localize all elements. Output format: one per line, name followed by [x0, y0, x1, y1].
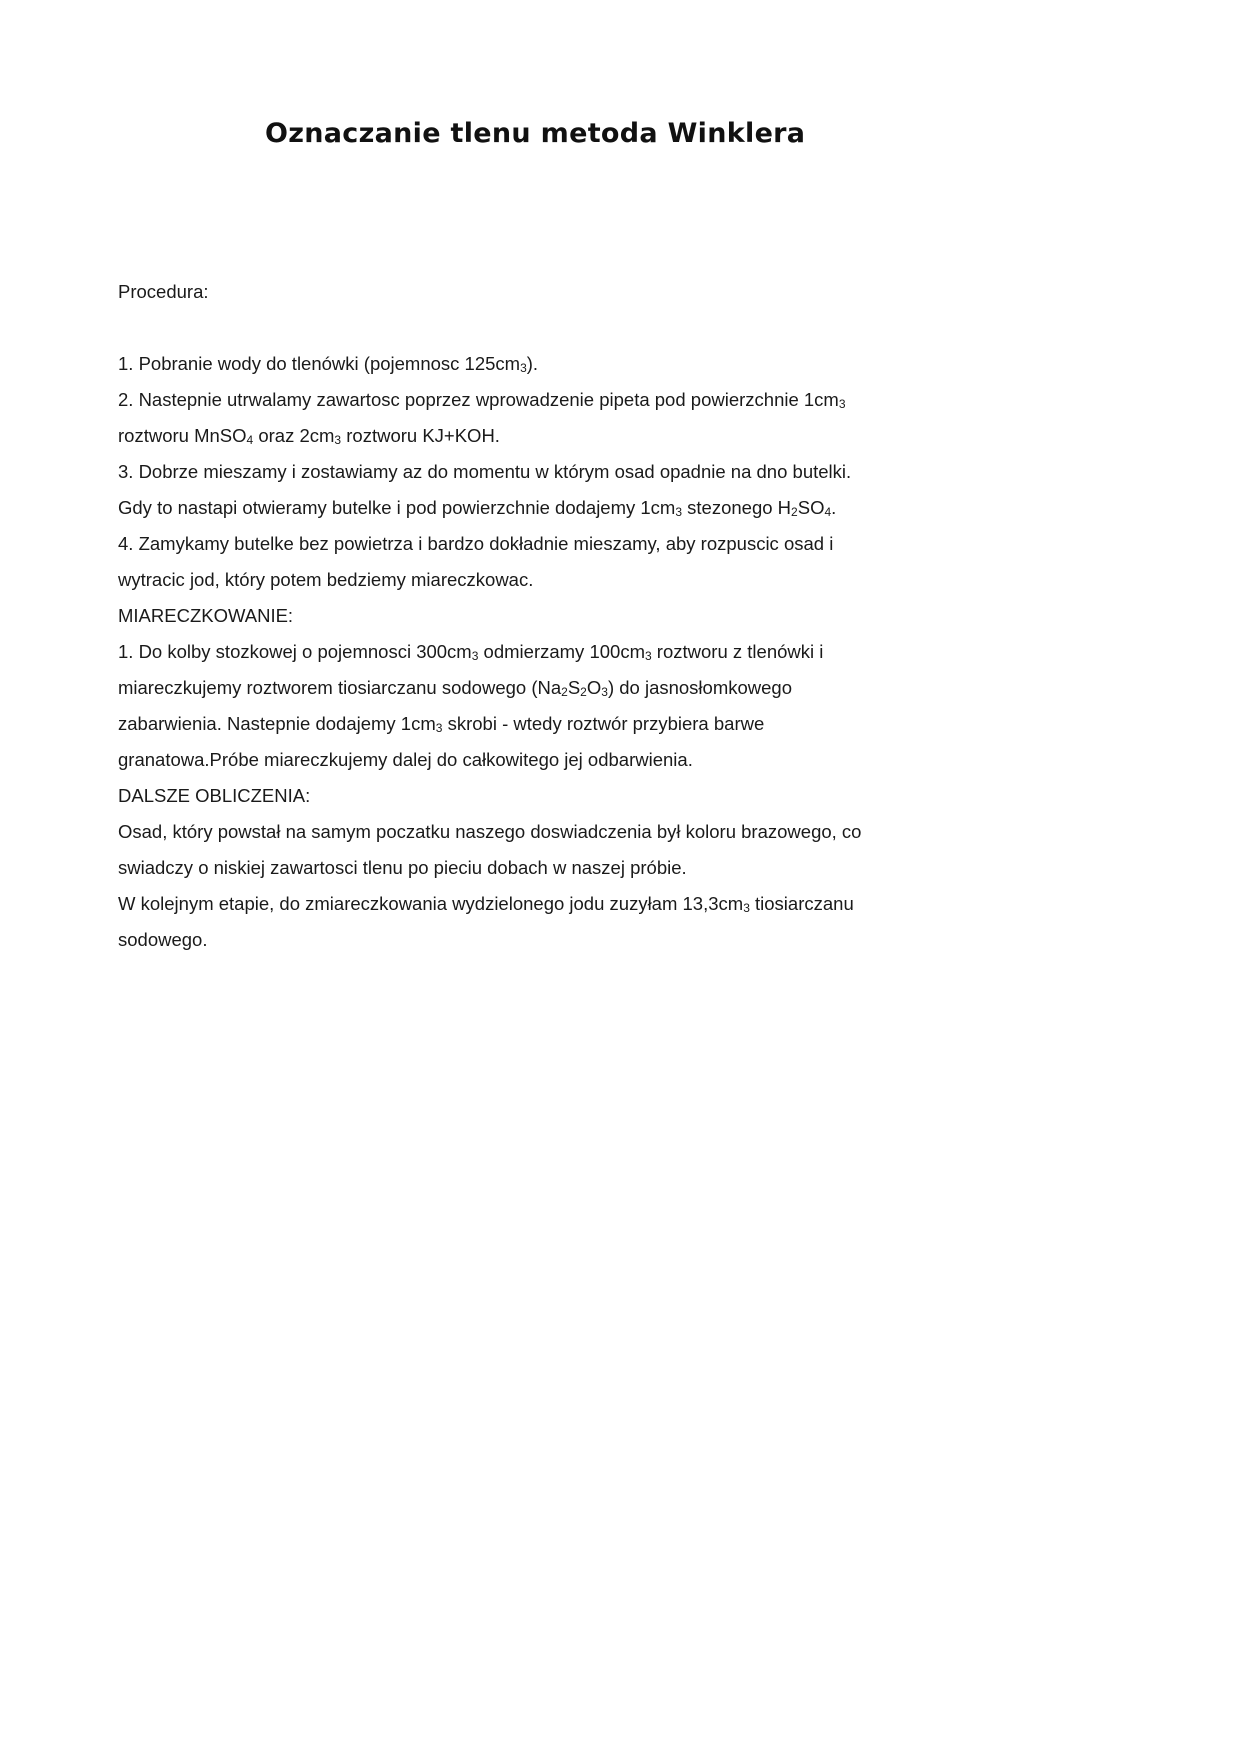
subscript: 3 [435, 721, 443, 735]
subscript: 3 [520, 361, 527, 375]
line-text: SO [797, 497, 825, 518]
text-line-step-2 [118, 388, 846, 414]
text-line-titration-cont-3 [118, 748, 693, 772]
line-text: 4. Zamykamy butelke bez powietrza i bardzo dokładnie mieszamy, aby rozpuscic osad i [118, 533, 834, 554]
text-line-step-4-cont [118, 568, 533, 592]
line-text: zabarwienia. Nastepnie dodajemy 1cm [118, 713, 436, 734]
subscript: 3 [334, 433, 342, 447]
text-line-calc-1 [118, 820, 861, 844]
line-text: Procedura: [118, 281, 209, 302]
line-text: roztworu MnSO [118, 425, 247, 446]
line-text: Gdy to nastapi otwieramy butelke i pod powierzchnie dodajemy 1cm [118, 497, 676, 518]
document-title: Oznaczanie tlenu metoda Winklera [265, 118, 806, 149]
line-text: sodowego. [118, 929, 208, 950]
subscript: 3 [675, 505, 683, 519]
line-text: ) do jasnosłomkowego [607, 677, 793, 698]
line-text: stezonego H [682, 497, 792, 518]
subscript: 3 [644, 649, 652, 663]
line-text: 1. Pobranie wody do tlenówki (pojemnosc 125cm [118, 353, 521, 374]
subscript: 4 [246, 433, 254, 447]
subscript: 2 [561, 685, 568, 699]
text-line-step-1 [118, 352, 538, 378]
subscript: 3 [601, 685, 608, 699]
line-text: ). [526, 353, 539, 374]
subscript: 2 [580, 685, 587, 699]
text-line-titration-cont-2 [118, 712, 764, 738]
line-text: . [831, 497, 837, 518]
text-line-miareczkowanie-heading [118, 604, 293, 628]
line-text: W kolejnym etapie, do zmiareczkowania wydzielonego jodu zuzyłam 13,3cm [118, 893, 744, 914]
text-line-procedura-heading [118, 280, 209, 304]
line-text: miareczkujemy roztworem tiosiarczanu sodowego (Na [118, 677, 562, 698]
text-line-step-4 [118, 532, 833, 556]
text-line-calc-2-cont [118, 928, 207, 952]
line-text: 2. Nastepnie utrwalamy zawartosc poprzez wprowadzenie pipeta pod powierzchnie 1cm [118, 389, 839, 410]
line-text: 1. Do kolby stozkowej o pojemnosci 300cm [118, 641, 472, 662]
subscript: 3 [471, 649, 479, 663]
line-text: DALSZE OBLICZENIA: [118, 785, 311, 806]
line-text: tiosiarczanu [749, 893, 854, 914]
text-line-calc-2 [118, 892, 854, 918]
subscript: 4 [824, 505, 832, 519]
text-line-titration-step-1 [118, 640, 823, 666]
line-text: swiadczy o niskiej zawartosci tlenu po pieciu dobach w naszej próbie. [118, 857, 687, 878]
subscript: 2 [791, 505, 798, 519]
text-line-step-3-cont [118, 496, 836, 522]
text-line-titration-cont-1 [118, 676, 792, 702]
text-line-obliczenia-heading [118, 784, 310, 808]
line-text: odmierzamy 100cm [478, 641, 645, 662]
line-text: granatowa.Próbe miareczkujemy dalej do całkowitego jej odbarwienia. [118, 749, 693, 770]
text-line-calc-1-cont [118, 856, 687, 880]
line-text: O [586, 677, 602, 698]
line-text: wytracic jod, który potem bedziemy miareczkowac. [118, 569, 534, 590]
line-text: oraz 2cm [253, 425, 335, 446]
line-text: Osad, który powstał na samym poczatku naszego doswiadczenia był koloru brazowego, co [118, 821, 862, 842]
subscript: 3 [743, 901, 750, 915]
line-text: skrobi - wtedy roztwór przybiera barwe [442, 713, 765, 734]
line-text: roztworu z tlenówki i [651, 641, 824, 662]
subscript: 3 [838, 397, 846, 411]
line-text: MIARECZKOWANIE: [118, 605, 294, 626]
text-line-step-3 [118, 460, 851, 484]
line-text: S [567, 677, 581, 698]
line-text: roztworu KJ+KOH. [341, 425, 500, 446]
line-text: 3. Dobrze mieszamy i zostawiamy az do momentu w którym osad opadnie na dno butelki. [118, 461, 852, 482]
text-line-step-2-cont [118, 424, 500, 450]
